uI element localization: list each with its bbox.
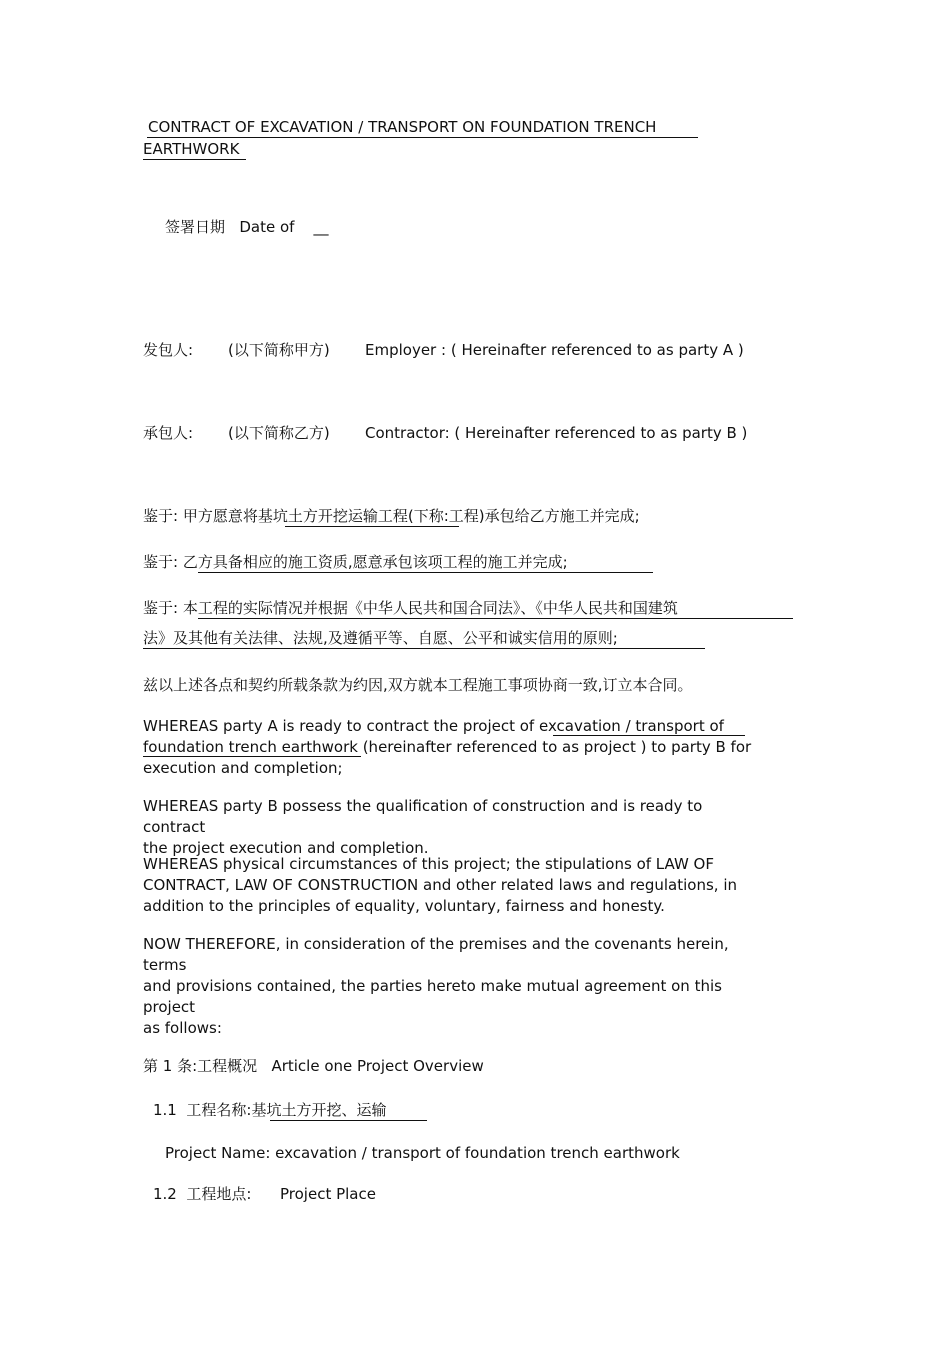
- contract-title-line1: CONTRACT OF EXCAVATION / TRANSPORT ON FOUNDATION TRENCH: [148, 118, 657, 136]
- date-label-cn: 签署日期: [165, 218, 226, 236]
- article-1-item-1: [153, 1100, 386, 1121]
- whereas-cn-3-underline-2: [143, 648, 705, 649]
- whereas-en-2-line2: the project execution and completion.: [143, 839, 429, 857]
- whereas-en-3-line2: CONTRACT, LAW OF CONSTRUCTION and other related laws and regulations, in: [143, 876, 737, 894]
- whereas-en-1-underline-2: [143, 756, 361, 757]
- whereas-cn-2-label: 鉴于:: [143, 553, 179, 571]
- contractor-label-cn: 承包人:: [143, 424, 194, 442]
- date-row: [165, 217, 328, 238]
- whereas-cn-1-underline: [285, 526, 459, 527]
- whereas-en-1-line2: foundation trench earthwork (hereinafter referenced to as project ) to party B for: [143, 738, 752, 756]
- title-underline-2: [143, 159, 246, 160]
- date-label-en: Date of: [239, 218, 295, 236]
- item-1-1-en: Project Name: excavation / transport of foundation trench earthwork: [165, 1144, 680, 1162]
- whereas-cn-3: [143, 598, 678, 619]
- item-1-1-value: 基坑土方开挖、运输: [251, 1101, 387, 1119]
- whereas-cn-3-underline-1: [198, 618, 793, 619]
- therefore-en: [143, 934, 763, 1039]
- date-blank: __: [313, 218, 329, 236]
- item-1-1-number: 1.1: [153, 1101, 177, 1119]
- whereas-en-1-underline-1: [553, 735, 745, 736]
- item-1-2-en: Project Place: [280, 1185, 376, 1203]
- whereas-cn-3-label: 鉴于:: [143, 599, 179, 617]
- contract-title-line2: EARTHWORK: [143, 140, 240, 158]
- whereas-cn-3-line2: 法》及其他有关法律、法规,及遵循平等、自愿、公平和诚实信用的原则;: [143, 629, 618, 647]
- article-1-item-2: [153, 1184, 251, 1205]
- item-1-2-number: 1.2: [153, 1185, 177, 1203]
- contractor-paren-cn: (以下简称乙方): [228, 424, 330, 442]
- whereas-cn-1: [143, 506, 640, 527]
- item-1-2-label: 工程地点:: [186, 1185, 252, 1203]
- therefore-cn: 兹以上述各点和契约所载条款为约因,双方就本工程施工事项协商一致,订立本合同。: [143, 676, 693, 694]
- employer-paren-cn: (以下简称甲方): [228, 341, 330, 359]
- whereas-cn-2-text: 乙方具备相应的施工资质,愿意承包该项工程的施工并完成;: [182, 553, 568, 571]
- article-1-heading-en: Article one Project Overview: [271, 1057, 484, 1075]
- therefore-en-line2: and provisions contained, the parties hereto make mutual agreement on this project: [143, 977, 722, 1016]
- whereas-cn-1-label: 鉴于:: [143, 507, 179, 525]
- employer-label-en: Employer : ( Hereinafter referenced to as party A ): [365, 341, 744, 359]
- whereas-en-2-line1: WHEREAS party B possess the qualification of construction and is ready to contract: [143, 797, 703, 836]
- whereas-en-3-line1: WHEREAS physical circumstances of this project; the stipulations of LAW OF: [143, 855, 714, 873]
- article-1-heading-cn: 第 1 条:工程概况: [143, 1057, 258, 1075]
- item-1-1-label: 工程名称:: [186, 1101, 252, 1119]
- therefore-en-line3: as follows:: [143, 1019, 222, 1037]
- whereas-en-1: [143, 716, 763, 779]
- article-1-heading: [143, 1056, 484, 1077]
- whereas-en-1-line3: execution and completion;: [143, 759, 343, 777]
- whereas-en-2: [143, 796, 763, 859]
- item-1-1-underline: [270, 1120, 427, 1121]
- contractor-label-en: Contractor: ( Hereinafter referenced to as party B ): [365, 424, 748, 442]
- employer-label-cn: 发包人:: [143, 341, 194, 359]
- whereas-en-3-line3: addition to the principles of equality, voluntary, fairness and honesty.: [143, 897, 665, 915]
- whereas-en-1-line1: WHEREAS party A is ready to contract the project of excavation / transport of: [143, 717, 724, 735]
- whereas-cn-1-text: 甲方愿意将基坑土方开挖运输工程(下称:工程)承包给乙方施工并完成;: [182, 507, 640, 525]
- title-underline-1: [147, 137, 698, 138]
- whereas-cn-2: [143, 552, 568, 573]
- whereas-cn-3-line1: 本工程的实际情况并根据《中华人民共和国合同法》、《中华人民共和国建筑: [182, 599, 678, 617]
- therefore-en-line1: NOW THEREFORE, in consideration of the premises and the covenants herein, terms: [143, 935, 729, 974]
- whereas-cn-2-underline: [198, 572, 653, 573]
- whereas-en-3: [143, 854, 763, 917]
